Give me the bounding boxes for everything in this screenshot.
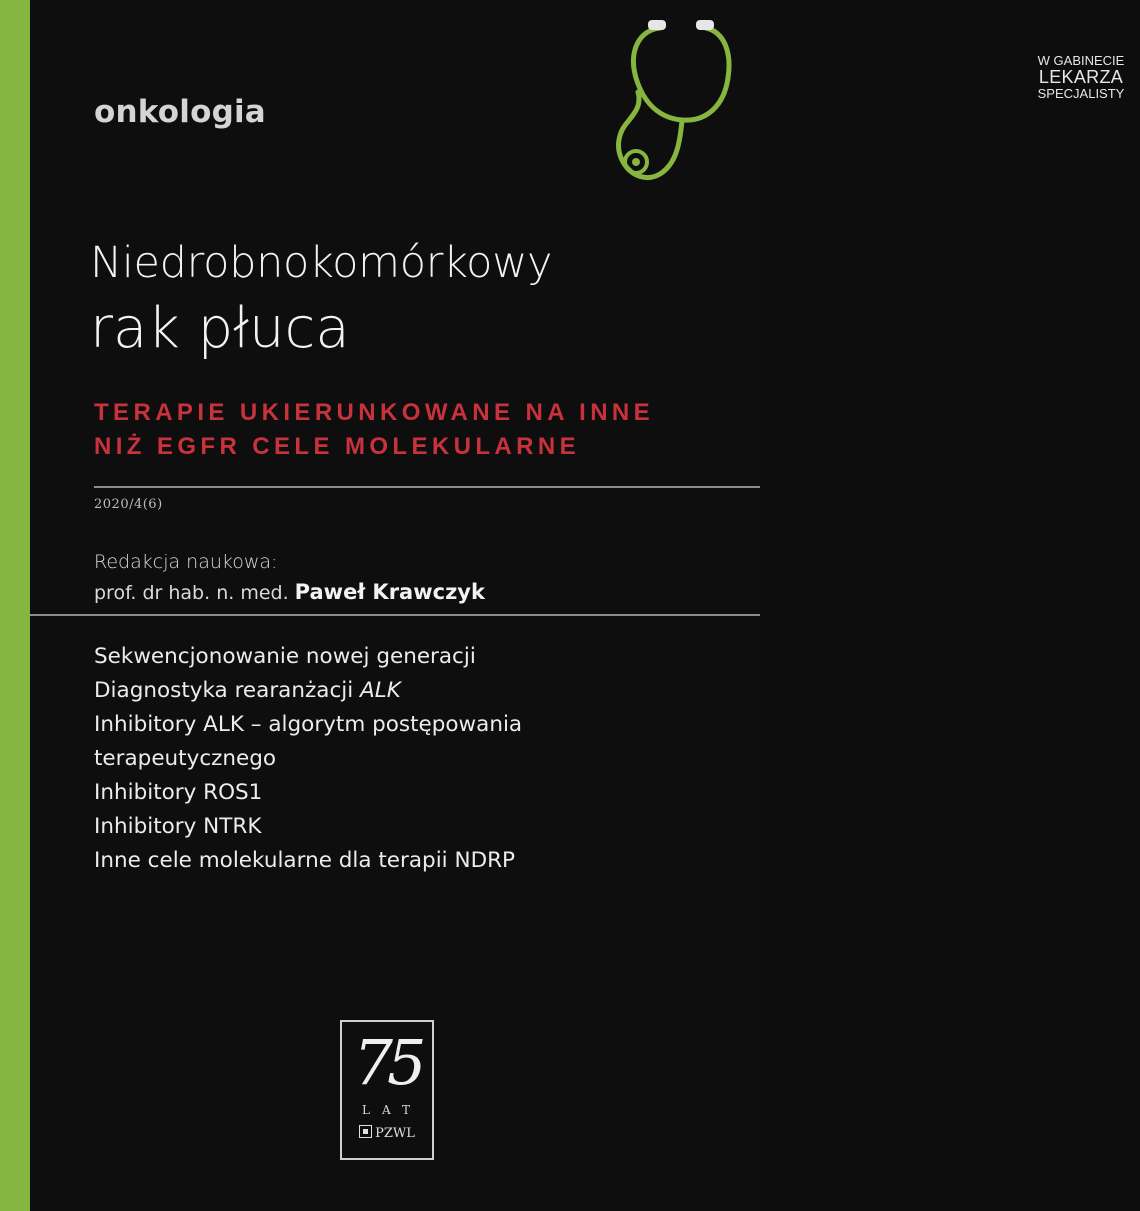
divider-bottom (30, 614, 760, 616)
series-line-3: SPECJALISTY (1037, 85, 1125, 101)
series-line-2: LEKARZA (1038, 66, 1124, 87)
topic-item: Sekwencjonowanie nowej generacji (94, 644, 476, 669)
book-subtitle (94, 396, 754, 464)
subtitle-line-1: TERAPIE UKIERUNKOWANE NA INNE (94, 399, 655, 426)
topic-item: Inhibitory ROS1 (94, 780, 263, 805)
topics-list (94, 640, 734, 878)
topic-item: Diagnostyka rearanżacji ALK (94, 678, 401, 703)
series-title (1022, 54, 1140, 100)
topic-item: terapeutycznego (94, 746, 277, 771)
badge-number: 75 (353, 1026, 421, 1099)
topic-item: Inhibitory NTRK (94, 814, 262, 839)
stethoscope-icon (510, 16, 750, 196)
category-label: onkologia (94, 94, 266, 130)
editor-line (94, 580, 485, 604)
topic-item: Inne cele molekularne dla terapii NDRP (94, 848, 516, 873)
series-line-1: W GABINECIE (1037, 53, 1125, 68)
pzwl-logo-icon (359, 1125, 372, 1138)
publisher-logo (342, 1125, 432, 1141)
issue-number: 2020/4(6) (94, 497, 163, 512)
title-line-2: rak płuca (90, 296, 350, 361)
publisher-name: PZWL (375, 1126, 415, 1141)
badge-lat: LAT (362, 1103, 422, 1117)
divider-top (94, 486, 760, 488)
editor-name: Paweł Krawczyk (294, 580, 485, 604)
title-line-1: Niedrobnokomórkowy (90, 238, 553, 288)
book-title (90, 230, 750, 362)
editor-label: Redakcja naukowa: (94, 551, 278, 573)
subtitle-line-2: NIŻ EGFR CELE MOLEKULARNE (94, 433, 580, 460)
anniversary-badge (340, 1020, 434, 1160)
green-spine-stripe (0, 0, 30, 1211)
topic-item: Inhibitory ALK – algorytm postępowania (94, 712, 523, 737)
series-logo (510, 16, 1125, 196)
editor-degree: prof. dr hab. n. med. (94, 582, 289, 604)
